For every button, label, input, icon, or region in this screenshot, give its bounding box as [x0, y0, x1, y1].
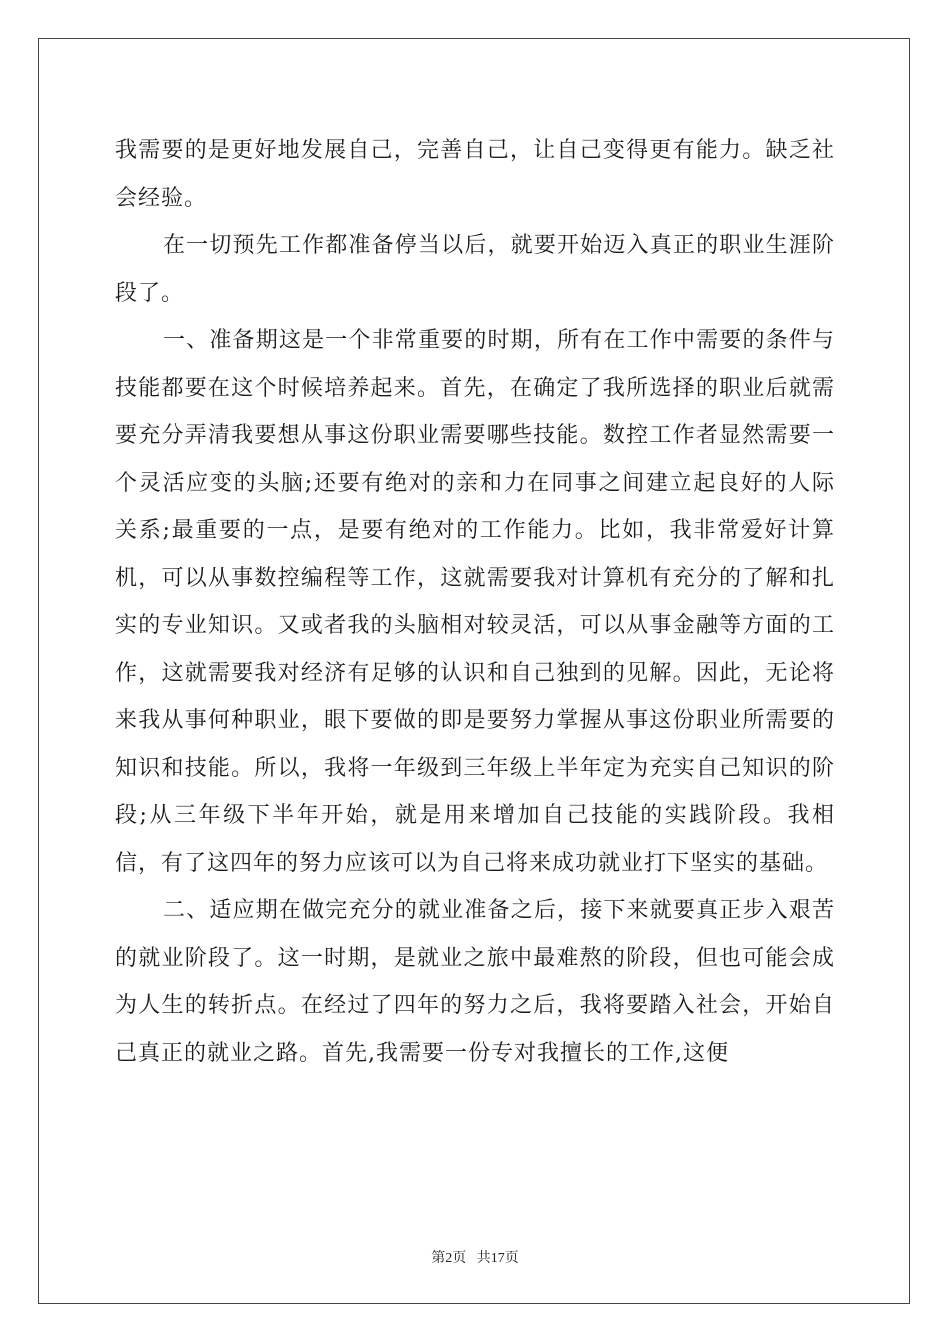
- page-number-footer: 第2页 共17页: [431, 1251, 519, 1266]
- paragraph-continuation: 我需要的是更好地发展自己，完善自己，让自己变得更有能力。缺乏社会经验。: [115, 138, 835, 211]
- paragraph-transition: 在一切预先工作都准备停当以后，就要开始迈入真正的职业生涯阶段了。: [115, 233, 835, 306]
- paragraph-adaptation-period: 二、适应期在做完充分的就业准备之后，接下来就要真正步入艰苦的就业阶段了。这一时期，是就业之旅中最难熬的阶段，但也可能会成为人生的转折点。在经过了四年的努力之后，我将要踏入社会，开始自己真正的就业之路。首先,我需要一份专对我擅长的工作,这便: [115, 898, 835, 1066]
- paragraph-preparation-period: 一、准备期这是一个非常重要的时期，所有在工作中需要的条件与技能都要在这个时候培养起来。首先，在确定了我所选择的职业后就需要充分弄清我要想从事这份职业需要哪些技能。数控工作者显然需要一个灵活应变的头脑;还要有绝对的亲和力在同事之间建立起良好的人际关系;最重要的一点，是要有绝对的工作能力。比如，我非常爱好计算机，可以从事数控编程等工作，这就需要我对计算机有充分的了解和扎实的专业知识。又或者我的头脑相对较灵活，可以从事金融等方面的工作，这就需要我对经济有足够的认识和自己独到的见解。因此，无论将来我从事何种职业，眼下要做的即是要努力掌握从事这份职业所需要的知识和技能。所以，我将一年级到三年级上半年定为充实自己知识的阶段;从三年级下半年开始，就是用来增加自己技能的实践阶段。我相信，有了这四年的努力应该可以为自己将来成功就业打下坚实的基础。: [115, 328, 835, 876]
- document-body: [115, 127, 835, 1077]
